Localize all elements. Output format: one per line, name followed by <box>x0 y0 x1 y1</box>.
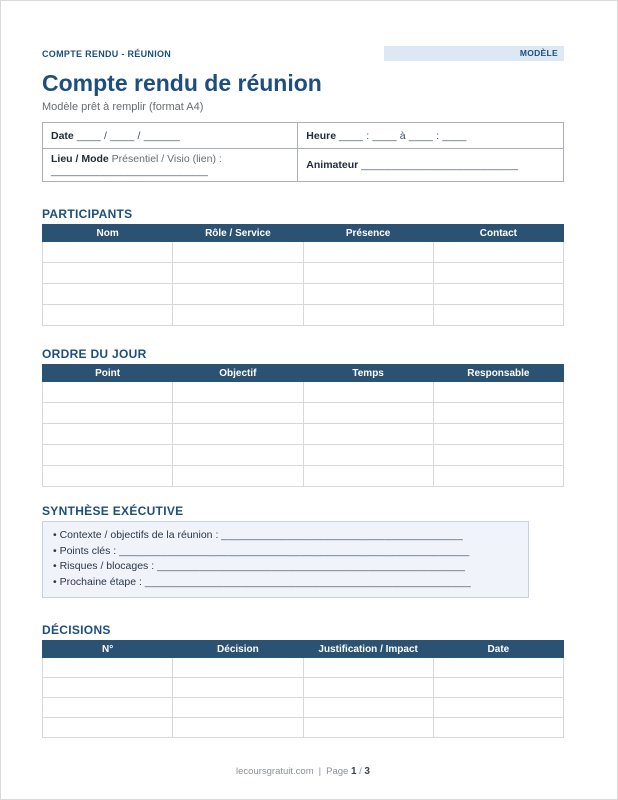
lieu-mode-label: Lieu / Mode <box>51 153 109 165</box>
table-row <box>43 403 564 424</box>
table-row <box>43 698 564 718</box>
synthese-blank-line: ______________________________________________________ <box>144 575 471 588</box>
table-row <box>43 445 564 466</box>
empty-cell <box>173 466 303 487</box>
table-row <box>43 718 564 738</box>
empty-cell <box>433 305 563 326</box>
empty-cell <box>43 242 173 263</box>
synthese-item-label: Risques / blocages : <box>59 560 158 572</box>
empty-cell <box>433 382 563 403</box>
synthese-bullet-line <box>53 528 518 544</box>
empty-cell <box>433 242 563 263</box>
synthese-item-label: Points clés : <box>59 544 120 557</box>
empty-cell <box>433 658 563 678</box>
ordre-du-jour-table <box>42 364 564 487</box>
synthese-blank-line: __________________________________________________________ <box>119 544 470 557</box>
date-blank-line: ____ / ____ / ______ <box>76 129 180 142</box>
empty-cell <box>173 424 303 445</box>
synthese-blank-line: ________________________________________ <box>221 529 463 541</box>
synthese-bullet-line <box>53 559 518 575</box>
empty-cell <box>43 678 173 698</box>
empty-cell <box>303 445 433 466</box>
heure-cell <box>298 123 564 149</box>
synthese-box <box>42 521 529 598</box>
synthese-item-label: Prochaine étape : <box>59 575 145 588</box>
column-header: Décision <box>173 641 303 658</box>
empty-cell <box>43 382 173 403</box>
section-title-ordre-du-jour: ORDRE DU JOUR <box>42 347 147 361</box>
column-header: N° <box>43 641 173 658</box>
lieu-blank-line: __________________________ <box>51 165 209 177</box>
empty-cell <box>173 658 303 678</box>
empty-cell <box>173 678 303 698</box>
empty-cell <box>433 403 563 424</box>
table-row <box>43 466 564 487</box>
synthese-blank-line: ___________________________________________________ <box>157 560 466 572</box>
section-title-participants: PARTICIPANTS <box>42 207 133 221</box>
empty-cell <box>43 284 173 305</box>
empty-cell <box>173 242 303 263</box>
info-row-2 <box>43 149 564 182</box>
table-row <box>43 305 564 326</box>
empty-cell <box>173 284 303 305</box>
table-header-row <box>43 641 564 658</box>
synthese-item-label: Contexte / objectifs de la réunion : <box>59 529 222 541</box>
footer-page-label: Page <box>326 766 349 777</box>
page-title: Compte rendu de réunion <box>42 70 322 96</box>
column-header: Responsable <box>433 365 563 382</box>
empty-cell <box>433 424 563 445</box>
empty-cell <box>303 305 433 326</box>
column-header: Justification / Impact <box>303 641 433 658</box>
empty-cell <box>43 305 173 326</box>
column-header: Nom <box>43 225 173 242</box>
heure-blank-line: ____ : ____ à ____ : ____ <box>338 129 467 142</box>
empty-cell <box>433 284 563 305</box>
column-header: Temps <box>303 365 433 382</box>
column-header: Contact <box>433 225 563 242</box>
empty-cell <box>433 466 563 487</box>
table-row <box>43 382 564 403</box>
empty-cell <box>433 718 563 738</box>
column-header: Présence <box>303 225 433 242</box>
table-row <box>43 263 564 284</box>
empty-cell <box>173 698 303 718</box>
table-header-row <box>43 365 564 382</box>
section-title-synthese: SYNTHÈSE EXÉCUTIVE <box>42 504 184 518</box>
empty-cell <box>303 424 433 445</box>
animateur-blank-line: __________________________ <box>361 159 519 171</box>
empty-cell <box>303 284 433 305</box>
date-label: Date <box>51 129 74 142</box>
bullet-icon: • <box>53 560 60 572</box>
empty-cell <box>43 445 173 466</box>
empty-cell <box>173 403 303 424</box>
bullet-icon: • <box>53 544 60 557</box>
meeting-info-table <box>42 122 564 182</box>
table-row <box>43 284 564 305</box>
footer-page-divider: / <box>359 766 362 777</box>
participants-table <box>42 224 564 326</box>
table-header-row <box>43 225 564 242</box>
table-row <box>43 424 564 445</box>
empty-cell <box>303 263 433 284</box>
synthese-bullet-line <box>53 575 518 591</box>
footer-page-total: 3 <box>364 766 370 777</box>
bullet-icon: • <box>53 575 60 588</box>
column-header: Date <box>433 641 563 658</box>
footer-site: lecoursgratuit.com <box>236 766 314 777</box>
column-header: Rôle / Service <box>173 225 303 242</box>
date-cell <box>43 123 298 149</box>
empty-cell <box>43 658 173 678</box>
empty-cell <box>303 403 433 424</box>
document-header <box>42 46 564 61</box>
template-badge: MODÈLE <box>384 46 564 61</box>
page-subtitle: Modèle prêt à remplir (format A4) <box>42 101 204 113</box>
empty-cell <box>43 466 173 487</box>
footer-separator: | <box>318 766 322 777</box>
column-header: Objectif <box>173 365 303 382</box>
empty-cell <box>303 678 433 698</box>
empty-cell <box>43 263 173 284</box>
empty-cell <box>173 382 303 403</box>
empty-cell <box>303 718 433 738</box>
synthese-bullet-line <box>53 544 518 560</box>
empty-cell <box>43 403 173 424</box>
bullet-icon: • <box>53 529 60 541</box>
empty-cell <box>433 445 563 466</box>
empty-cell <box>303 382 433 403</box>
document-kicker: COMPTE RENDU - RÉUNION <box>42 49 172 59</box>
column-header: Point <box>43 365 173 382</box>
empty-cell <box>433 678 563 698</box>
empty-cell <box>303 242 433 263</box>
empty-cell <box>43 718 173 738</box>
heure-label: Heure <box>306 129 337 142</box>
empty-cell <box>43 698 173 718</box>
info-row-1 <box>43 123 564 149</box>
lieu-mode-hint: Présentiel / Visio (lien) : <box>111 153 222 165</box>
empty-cell <box>173 718 303 738</box>
empty-cell <box>303 658 433 678</box>
page-footer <box>42 766 564 777</box>
section-title-decisions: DÉCISIONS <box>42 623 111 637</box>
empty-cell <box>303 698 433 718</box>
table-row <box>43 242 564 263</box>
decisions-table <box>42 640 564 738</box>
table-row <box>43 658 564 678</box>
empty-cell <box>433 698 563 718</box>
empty-cell <box>173 263 303 284</box>
lieu-mode-cell <box>43 149 298 182</box>
empty-cell <box>173 445 303 466</box>
empty-cell <box>43 424 173 445</box>
empty-cell <box>303 466 433 487</box>
animateur-label: Animateur <box>306 159 359 171</box>
table-row <box>43 678 564 698</box>
animateur-cell <box>298 149 564 182</box>
empty-cell <box>433 263 563 284</box>
footer-page-number: 1 <box>350 766 357 777</box>
empty-cell <box>173 305 303 326</box>
